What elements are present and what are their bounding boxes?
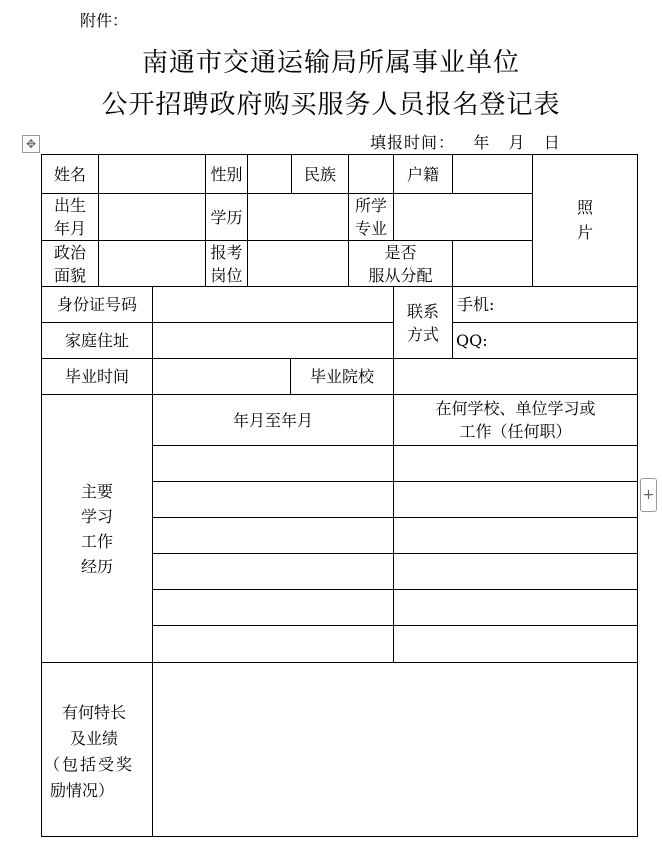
- document-title-line1: 南通市交通运输局所属事业单位: [141, 48, 520, 78]
- experience-institution-input[interactable]: [394, 554, 637, 589]
- hukou-label: 户籍: [406, 164, 439, 184]
- ethnicity-label: 民族: [303, 164, 336, 184]
- document-title-line2: 公开招聘政府购买服务人员报名登记表: [101, 90, 561, 120]
- home-address-label: 家庭住址: [64, 331, 129, 350]
- graduation-school-label: 毕业院校: [309, 367, 374, 386]
- position-input[interactable]: [248, 241, 348, 286]
- major-label: 所学 专业: [354, 196, 387, 238]
- experience-period-input[interactable]: [153, 554, 393, 589]
- experience-institution-input[interactable]: [394, 518, 637, 553]
- experience-institution-input[interactable]: [394, 482, 637, 517]
- experience-period-input[interactable]: [153, 590, 393, 625]
- education-label: 学历: [210, 207, 243, 227]
- specialty-input[interactable]: [153, 663, 637, 836]
- experience-period-input[interactable]: [153, 626, 393, 662]
- obey-assignment-input[interactable]: [453, 241, 532, 286]
- political-status-input[interactable]: [99, 241, 205, 286]
- position-label: 报考 岗位: [210, 242, 243, 285]
- contact-label: 联系 方式: [406, 301, 439, 344]
- home-address-input[interactable]: [153, 323, 393, 358]
- gender-input[interactable]: [248, 155, 291, 193]
- experience-institution-input[interactable]: [394, 590, 637, 625]
- name-label: 姓名: [53, 164, 86, 184]
- fill-date-line: 填报时间： 年 月 日: [370, 133, 561, 152]
- graduation-time-input[interactable]: [153, 359, 290, 394]
- specialty-label: 有何特长 及业绩 （包括受奖 励情况）: [44, 703, 135, 800]
- institution-column-header: 在何学校、单位学习或 工作（任何职）: [435, 399, 596, 441]
- graduation-time-label: 毕业时间: [64, 367, 129, 386]
- period-column-header: 年月至年月: [232, 410, 313, 430]
- ethnicity-input[interactable]: [349, 155, 393, 193]
- experience-period-input[interactable]: [153, 518, 393, 553]
- attachment-label: 附件：: [80, 11, 129, 30]
- birth-input[interactable]: [99, 194, 205, 240]
- photo-label-line1: 照: [576, 198, 593, 217]
- major-input[interactable]: [394, 194, 532, 240]
- education-input[interactable]: [248, 194, 348, 240]
- experience-institution-input[interactable]: [394, 446, 637, 481]
- add-column-handle-icon[interactable]: +: [640, 478, 657, 512]
- experience-institution-input[interactable]: [394, 626, 637, 662]
- experience-period-input[interactable]: [153, 482, 393, 517]
- gender-label: 性别: [210, 164, 243, 184]
- table-move-handle-icon[interactable]: ✥: [22, 135, 40, 153]
- qq-field[interactable]: QQ:: [456, 331, 488, 350]
- experience-period-input[interactable]: [153, 446, 393, 481]
- experience-label: 主要 学习 工作 经历: [80, 481, 113, 576]
- name-input[interactable]: [99, 155, 205, 193]
- birth-label: 出生 年月: [53, 196, 86, 238]
- hukou-input[interactable]: [453, 155, 532, 193]
- obey-assignment-label: 是否 服从分配: [368, 242, 433, 285]
- photo-label-line2: 片: [576, 223, 593, 242]
- graduation-school-input[interactable]: [394, 359, 637, 394]
- id-number-input[interactable]: [153, 287, 393, 322]
- political-status-label: 政治 面貌: [53, 242, 86, 285]
- photo-placeholder[interactable]: [533, 190, 637, 250]
- mobile-field[interactable]: 手机:: [457, 295, 495, 314]
- id-number-label: 身份证号码: [56, 295, 137, 314]
